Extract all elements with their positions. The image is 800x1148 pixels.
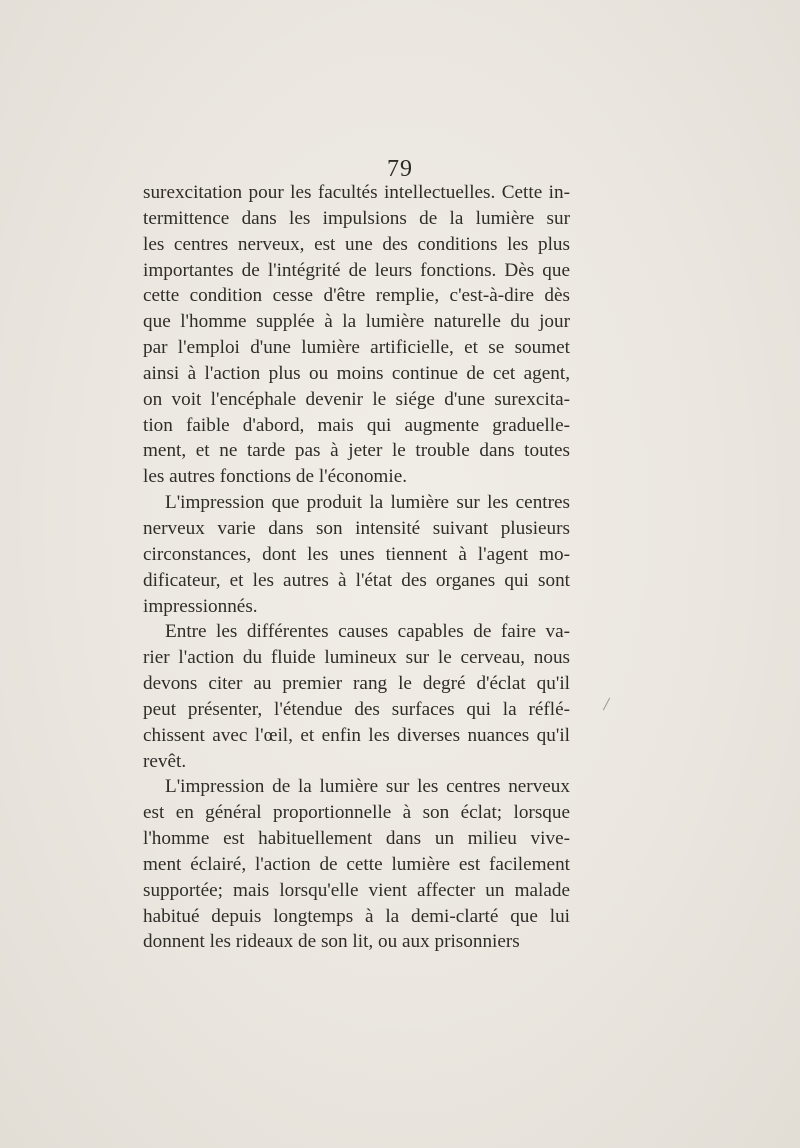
- text-line: que l'homme supplée à la lumière naturelle du jour: [143, 311, 570, 333]
- text-line: l'homme est habituellement dans un milieu vive-: [143, 828, 570, 850]
- text-line: rier l'action du fluide lumineux sur le cerveau, nous: [143, 647, 570, 669]
- text-line: revêt.: [143, 750, 187, 772]
- text-line: tion faible d'abord, mais qui augmente graduelle-: [143, 414, 570, 436]
- body-text: [143, 180, 570, 955]
- text-line: devons citer au premier rang le degré d'éclat qu'il: [143, 673, 570, 695]
- text-line: surexcitation pour les facultés intellectuelles. Cette in-: [143, 182, 570, 203]
- text-line: habitué depuis longtemps à la demi-clarté que lui: [143, 905, 570, 927]
- text-line: importantes de l'intégrité de leurs fonctions. Dès que: [143, 259, 570, 281]
- page-number: 79: [387, 156, 413, 182]
- text-line: cette condition cesse d'être remplie, c'est-à-dire dès: [143, 285, 570, 307]
- text-line: circonstances, dont les unes tiennent à l'agent mo-: [143, 543, 570, 565]
- text-line: chissent avec l'œil, et enfin les diverses nuances qu'il: [143, 724, 570, 746]
- text-line: dificateur, et les autres à l'état des organes qui sont: [143, 569, 570, 591]
- text-line: les centres nerveux, est une des conditions les plus: [143, 233, 570, 255]
- text-line: les autres fonctions de l'économie.: [143, 466, 408, 488]
- paragraph: [143, 490, 570, 619]
- text-line: donnent les rideaux de son lit, ou aux prisonniers: [143, 931, 520, 953]
- text-line: impressionnés.: [143, 595, 258, 617]
- paragraph: [143, 619, 570, 774]
- paragraph: [143, 180, 570, 490]
- text-line: est en général proportionnelle à son éclat; lorsque: [143, 802, 570, 824]
- text-line: nerveux varie dans son intensité suivant plusieurs: [143, 517, 570, 539]
- text-line: ainsi à l'action plus ou moins continue de cet agent,: [143, 362, 570, 384]
- margin-mark: [603, 698, 610, 711]
- text-line: termittence dans les impulsions de la lumière sur: [143, 207, 570, 229]
- text-line: par l'emploi d'une lumière artificielle, et se soumet: [143, 337, 570, 359]
- text-line: peut présenter, l'étendue des surfaces qui la réflé-: [143, 698, 570, 720]
- text-line: ment, et ne tarde pas à jeter le trouble dans toutes: [143, 440, 570, 462]
- text-line: L'impression de la lumière sur les centres nerveux: [165, 776, 570, 798]
- text-line: Entre les différentes causes capables de faire va-: [165, 621, 570, 643]
- text-line: L'impression que produit la lumière sur les centres: [165, 492, 570, 514]
- text-line: supportée; mais lorsqu'elle vient affecter un malade: [143, 879, 570, 901]
- paragraph: [143, 774, 570, 955]
- text-line: on voit l'encéphale devenir le siége d'une surexcita-: [143, 388, 570, 410]
- text-line: ment éclairé, l'action de cette lumière est facilement: [143, 853, 570, 875]
